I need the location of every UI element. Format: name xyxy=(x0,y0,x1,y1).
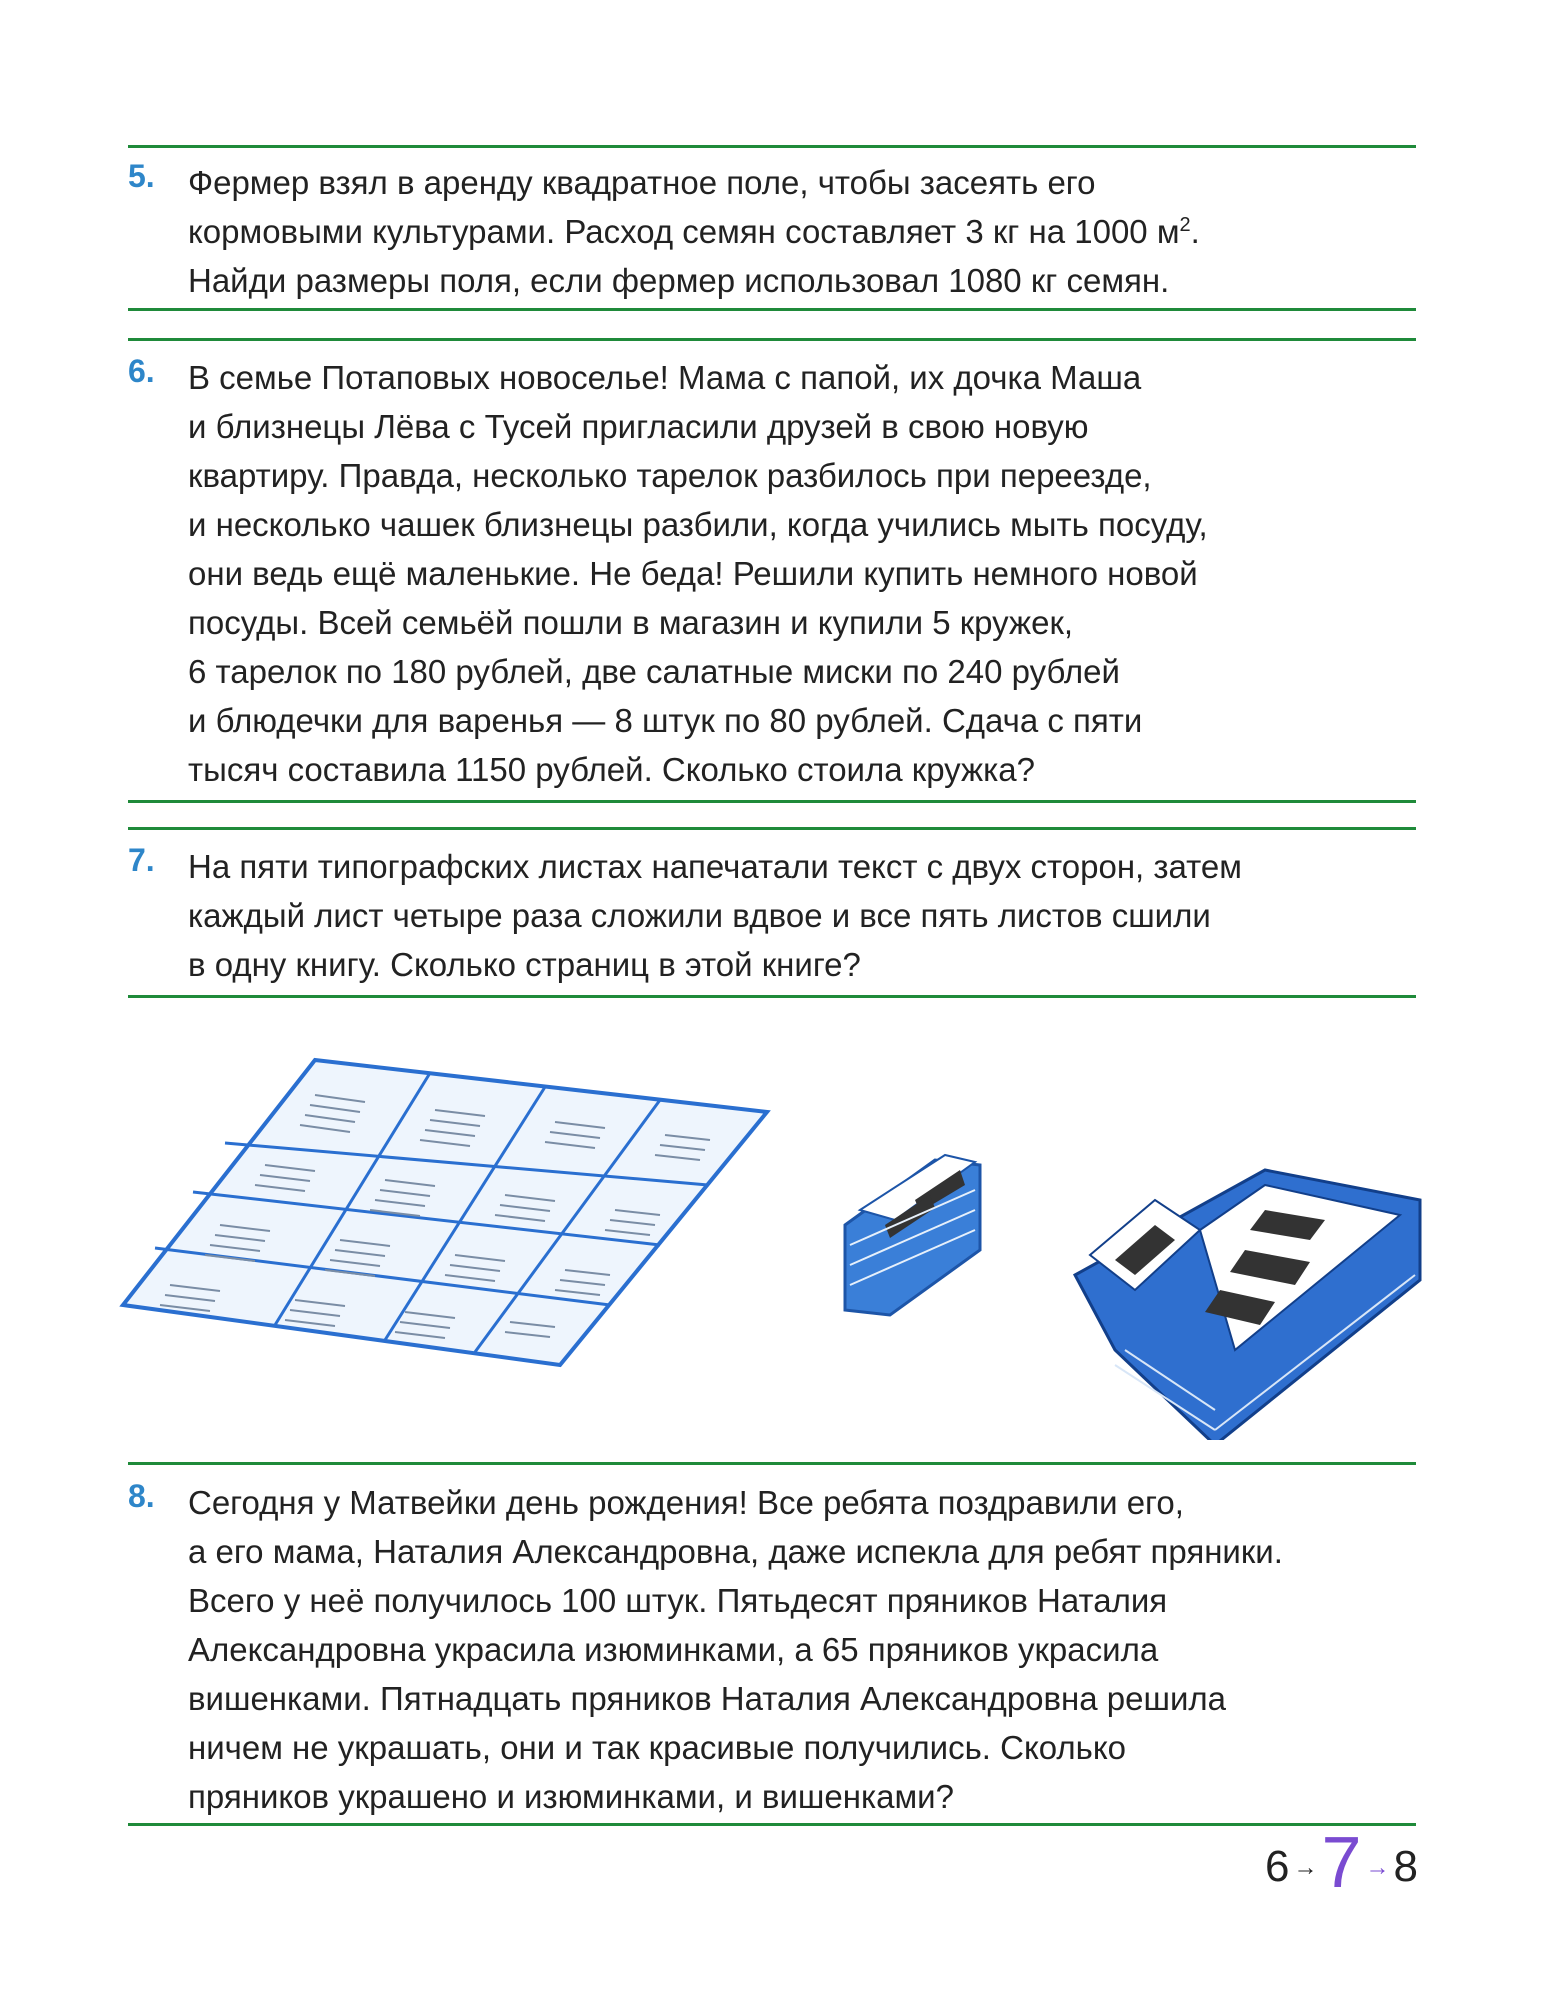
arrow-right-icon: → xyxy=(1365,1854,1390,1881)
task-line: пряников украшено и изюминками, и вишенками? xyxy=(188,1778,954,1815)
next-page-number[interactable]: 8 xyxy=(1393,1842,1418,1891)
task-line: Найди размеры поля, если фермер использовал 1080 кг семян. xyxy=(188,262,1170,299)
superscript: 2 xyxy=(1179,214,1191,236)
page-navigation xyxy=(1265,1822,1418,1904)
task-line: каждый лист четыре раза сложили вдвое и все пять листов сшили xyxy=(188,897,1211,934)
divider-rule xyxy=(128,995,1416,998)
task-line: Сегодня у Матвейки день рождения! Все ребята поздравили его, xyxy=(188,1484,1184,1521)
task-line: они ведь ещё маленькие. Не беда! Решили купить немного новой xyxy=(188,555,1198,592)
task-line: Всего у неё получилось 100 штук. Пятьдесят пряников Наталия xyxy=(188,1582,1168,1619)
task-line-text: кормовыми культурами. Расход семян составляет 3 кг на 1000 м xyxy=(188,213,1180,250)
task-line: а его мама, Наталия Александровна, даже испекла для ребят пряники. xyxy=(188,1533,1283,1570)
printed-sheet-icon xyxy=(123,1060,767,1365)
divider-rule xyxy=(128,308,1416,311)
divider-rule xyxy=(128,338,1416,341)
arrow-right-icon: → xyxy=(1293,1854,1318,1881)
divider-rule xyxy=(128,827,1416,830)
task-line: Фермер взял в аренду квадратное поле, чтобы засеять его xyxy=(188,164,1096,201)
task-line: В семье Потаповых новоселье! Мама с папой, их дочка Маша xyxy=(188,359,1142,396)
divider-rule xyxy=(128,145,1416,148)
task-text xyxy=(188,1478,1418,1821)
task-text xyxy=(188,842,1418,989)
task-text xyxy=(188,353,1418,794)
divider-rule xyxy=(128,1823,1416,1826)
task-line: и близнецы Лёва с Тусей пригласили друзей в свою новую xyxy=(188,408,1089,445)
current-page-number: 7 xyxy=(1321,1823,1362,1903)
task-text xyxy=(188,158,1418,305)
folded-sheets-illustration xyxy=(115,1050,1435,1440)
line-tail: . xyxy=(1190,213,1200,250)
task-number: 8. xyxy=(128,1478,155,1514)
task-line: и блюдечки для варенья — 8 штук по 80 рублей. Сдача с пяти xyxy=(188,702,1143,739)
task-line: вишенками. Пятнадцать пряников Наталия Александровна решила xyxy=(188,1680,1227,1717)
task-line: ничем не украшать, они и так красивые получились. Сколько xyxy=(188,1729,1127,1766)
task-line: и несколько чашек близнецы разбили, когда учились мыть посуду, xyxy=(188,506,1208,543)
task-line: На пяти типографских листах напечатали текст с двух сторон, затем xyxy=(188,848,1242,885)
task-number: 6. xyxy=(128,353,155,389)
prev-page-number[interactable]: 6 xyxy=(1264,1842,1290,1891)
divider-rule xyxy=(128,1462,1416,1465)
task-line: квартиру. Правда, несколько тарелок разбилось при переезде, xyxy=(188,457,1152,494)
task-number: 5. xyxy=(128,158,155,194)
task-line xyxy=(188,207,1418,256)
divider-rule xyxy=(128,800,1416,803)
task-line: Александровна украсила изюминками, а 65 пряников украсила xyxy=(188,1631,1159,1668)
task-line: в одну книгу. Сколько страниц в этой книге? xyxy=(188,946,861,983)
task-line: посуды. Всей семьёй пошли в магазин и купили 5 кружек, xyxy=(188,604,1074,641)
task-line: 6 тарелок по 180 рублей, две салатные миски по 240 рублей xyxy=(188,653,1120,690)
task-number: 7. xyxy=(128,842,155,878)
task-line: тысяч составила 1150 рублей. Сколько стоила кружка? xyxy=(188,751,1035,788)
folded-stack-icon xyxy=(845,1155,980,1315)
open-book-icon xyxy=(1075,1170,1420,1440)
